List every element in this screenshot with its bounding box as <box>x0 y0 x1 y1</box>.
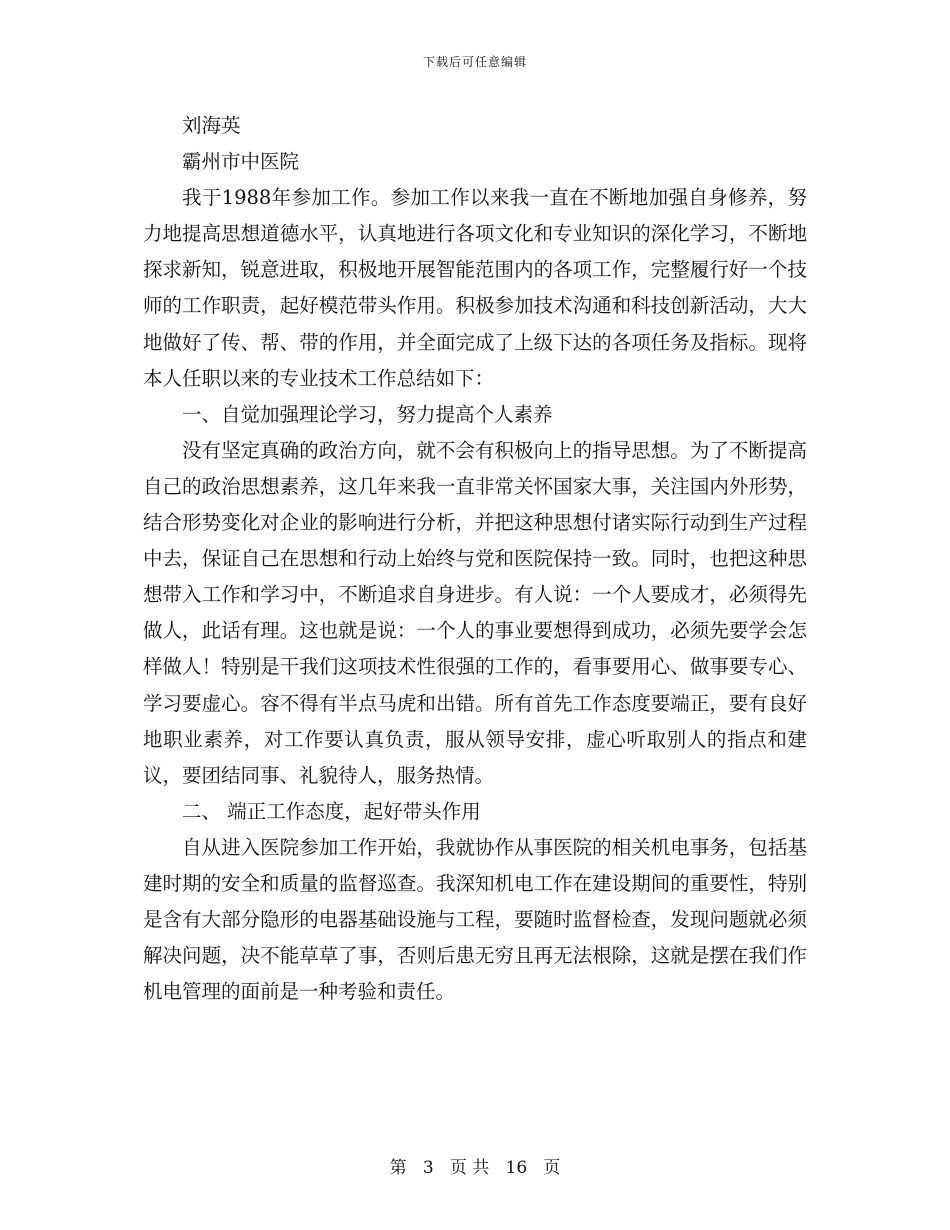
section-2-paragraph: 自从进入医院参加工作开始，我就协作从事医院的相关机电事务，包括基建时期的安全和质量的监督巡查。我深知机电工作在建设期间的重要性，特别是含有大部分隐形的电器基础设施与工程，要随时监督检查，发现问题就必须解决问题，决不能草草了事，否则后患无穷且再无法根除，这就是摆在我们作机电管理的面前是一种考验和责任。 <box>143 835 807 1004</box>
page-footer <box>0 1153 950 1178</box>
footer-prefix: 第 <box>389 1158 407 1178</box>
organization-name: 霸州市中医院 <box>182 150 300 174</box>
header-note: 下载后可任意编辑 <box>422 55 527 69</box>
section-heading-1: 一、自觉加强理论学习，努力提高个人素养 <box>182 402 553 426</box>
document-body <box>143 108 807 1010</box>
intro-paragraph: 我于1988年参加工作。参加工作以来我一直在不断地加强自身修养，努力地提高思想道德水平，认真地进行各项文化和专业知识的深化学习，不断地探求新知，锐意进取，积极地开展智能范围内的各项工作，完整履行好一个技师的工作职责，起好模范带头作用。积极参加技术沟通和科技创新活动，大大地做好了传、帮、带的作用，并全面完成了上级下达的各项任务及指标。现将本人任职以来的专业技术工作总结如下： <box>143 186 807 390</box>
section-1-paragraph: 没有坚定真确的政治方向，就不会有积极向上的指导思想。为了不断提高自己的政治思想素养，这几年来我一直非常关怀国家大事，关注国内外形势，结合形势变化对企业的影响进行分析，并把这种思想付诸实际行动到生产过程中去，保证自己在思想和行动上始终与党和医院保持一致。同时，也把这种思想带入工作和学习中，不断追求自身进步。有人说：一个人要成才，必须得先做人，此话有理。这也就是说：一个人的事业要想得到成功，必须先要学会怎样做人！特别是干我们这项技术性很强的工作的，看事要用心、做事要专心、学习要虚心。容不得有半点马虎和出错。所有首先工作态度要端正，要有良好地职业素养，对工作要认真负责，服从领导安排，虚心听取别人的指点和建议，要团结同事、礼貌待人，服务热情。 <box>143 438 807 787</box>
total-pages: 16 <box>505 1158 528 1178</box>
author-name: 刘海英 <box>182 114 241 137</box>
page-number: 3 <box>422 1158 434 1178</box>
footer-suffix: 页 <box>543 1158 561 1178</box>
footer-middle: 页 共 <box>449 1158 490 1178</box>
section-heading-2: 二、 端正工作态度，起好带头作用 <box>182 799 481 823</box>
